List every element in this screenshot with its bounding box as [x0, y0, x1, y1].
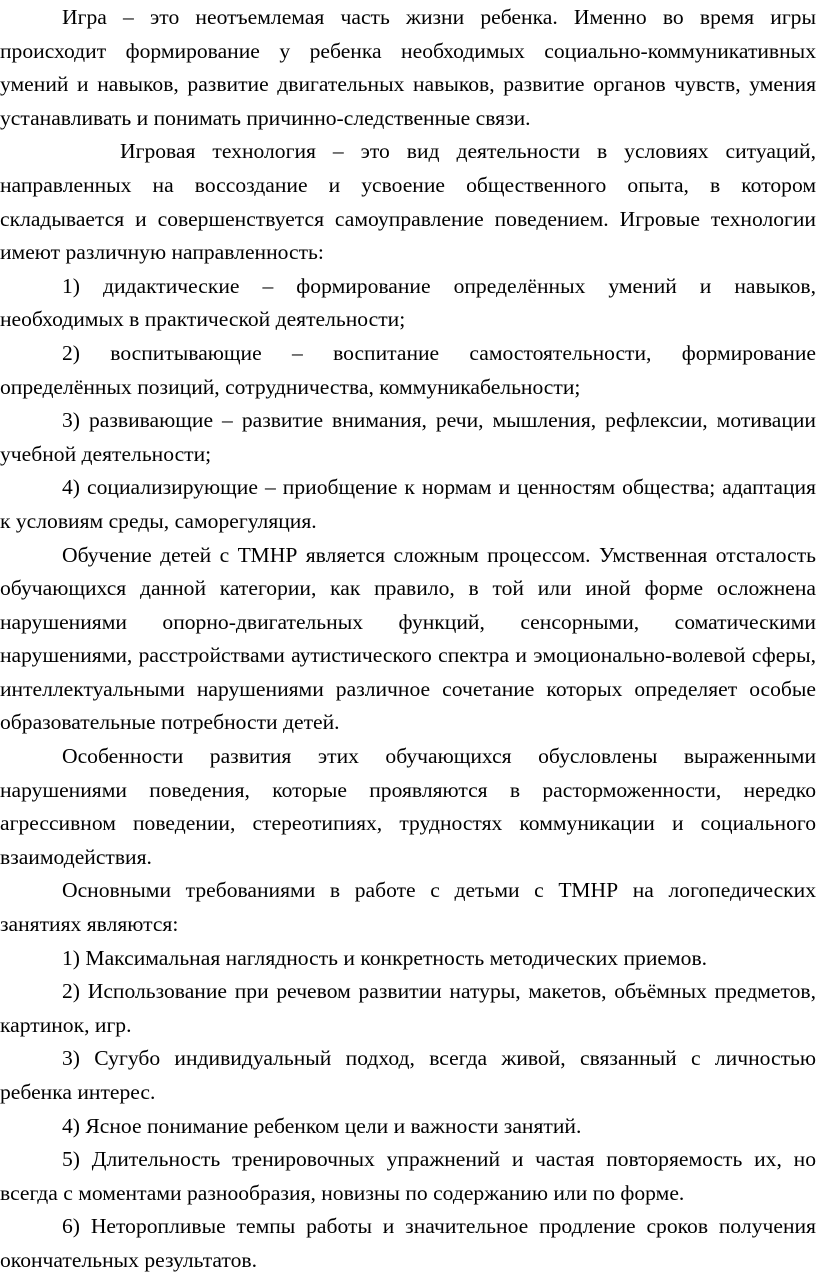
requirement-item-4: 4) Ясное понимание ребенком цели и важности занятий. [62, 1113, 582, 1138]
list-item-socializing: 4) социализирующие – приобщение к нормам и ценностям общества; адаптация к условиям среды, саморегуляция. [0, 475, 816, 533]
list-item-didactic: 1) дидактические – формирование определённых умений и навыков, необходимых в практической деятельности; [0, 273, 816, 332]
requirement-item-3: 3) Сугубо индивидуальный подход, всегда живой, связанный с личностью ребенка интерес. [0, 1046, 816, 1104]
paragraph-game-technology: Игровая технология – это вид деятельности в условиях ситуаций, направленных на воссоздание и усвоение общественного опыта, в котором складывается и совершенствуется самоуправление поведением. Игровые технологии имеют различную направленность: [0, 139, 816, 265]
list-item-educational: 2) воспитывающие – воспитание самостоятельности, формирование определённых позиций, сотрудничества, коммуникабельности; [0, 340, 816, 399]
paragraph-development-features: Особенности развития этих обучающихся обусловлены выраженными нарушениями поведения, которые проявляются в расторможенности, нередко агрессивном поведении, стереотипиях, трудностях коммуникации и социального взаимодействия. [0, 744, 816, 869]
paragraph-requirements-intro: Основными требованиями в работе с детьми с ТМНР на логопедических занятиях являются: [0, 878, 816, 937]
list-item-developing: 3) развивающие – развитие внимания, речи, мышления, рефлексии, мотивации учебной деятельности; [0, 408, 816, 466]
paragraph-teaching-tmnr: Обучение детей с ТМНР является сложным процессом. Умственная отсталость обучающихся данной категории, как правило, в той или иной форме осложнена нарушениями опорно-двигательных функций, сенсорными, соматическими нарушениями, расстройствами аутистического спектра и эмоционально-волевой сферы, интеллектуальными нарушениями различное сочетание которых определяет особые образовательные потребности детей. [0, 542, 816, 735]
requirement-item-5: 5) Длительность тренировочных упражнений и частая повторяемость их, но всегда с моментами разнообразия, новизны по содержанию или по форме. [0, 1147, 816, 1205]
requirement-item-1: 1) Максимальная наглядность и конкретность методических приемов. [62, 945, 708, 970]
requirement-item-6: 6) Неторопливые темпы работы и значительное продление сроков получения окончательных результатов. [0, 1214, 816, 1272]
paragraph-game-importance: Игра – это неотъемлемая часть жизни ребенка. Именно во время игры происходит формирование у ребенка необходимых социально-коммуникативных умений и навыков, развитие двигательных навыков, развитие органов чувств, умения устанавливать и понимать причинно-следственные связи. [0, 5, 816, 130]
requirement-item-2: 2) Использование при речевом развитии натуры, макетов, объёмных предметов, картинок, игр. [0, 979, 816, 1037]
